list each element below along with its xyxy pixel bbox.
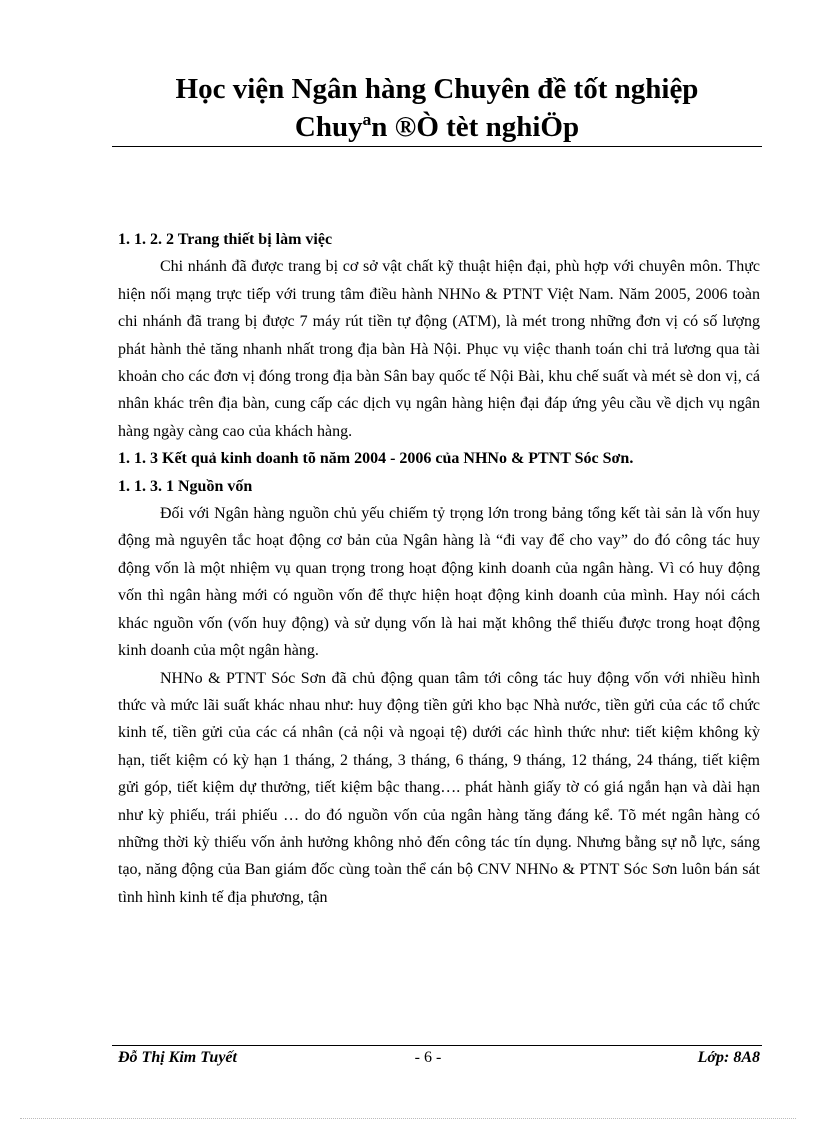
section-heading-capital: 1. 1. 3. 1 Nguồn vốn — [118, 477, 253, 495]
paragraph-equipment: Chi nhánh đã được trang bị cơ sở vật chất kỹ thuật hiện đại, phù hợp với chuyên môn. Thực hiện nối mạng trực tiếp với trung tâm điều hành NHNo & PTNT Việt Nam. Năm 2005, 2006 toàn chi nhánh đã trang bị được 7 máy rút tiền tự động (ATM), là mét trong những đơn vị có số lượng phát hành thẻ tăng nhanh nhất trong địa bàn Hà Nội. Phục vụ việc thanh toán chi trả lương qua tài khoản cho các đơn vị đóng trong địa bàn Sân bay quốc tế Nội Bài, khu chế suất và mét sè don vị, cá nhân khác trên địa bàn, cung cấp các dịch vụ ngân hàng hiện đại đáp ứng yêu cầu về dịch vụ ngân hàng ngày càng cao của khách hàng. — [118, 258, 760, 440]
document-body — [118, 226, 760, 911]
footer-class: Lớp: 8A8 — [697, 1049, 760, 1066]
page-edge — [20, 1118, 796, 1119]
header-title: Học viện Ngân hàng Chuyên đề tốt nghiệp — [175, 73, 699, 105]
page-header — [112, 70, 762, 146]
header-divider — [112, 146, 762, 147]
page-number: - 6 - — [414, 1049, 442, 1066]
footer-author: Đỗ Thị Kim Tuyết — [118, 1049, 237, 1066]
page-footer — [118, 1049, 760, 1071]
footer-divider — [112, 1045, 762, 1046]
section-heading-equipment: 1. 1. 2. 2 Trang thiết bị làm việc — [118, 231, 333, 248]
header-subtitle: Chuyªn ®Ò tèt nghiÖp — [294, 111, 580, 143]
paragraph-capital-mobilization: NHNo & PTNT Sóc Sơn đã chủ động quan tâm tới công tác huy động vốn với nhiều hình thức và mức lãi suất khác nhau như: huy động tiền gửi kho bạc Nhà nước, tiền gửi của các tổ chức kinh tế, tiền gửi của các cá nhân (cả nội và ngoại tệ) dưới các hình thức như: tiết kiệm không kỳ hạn, tiết kiệm có kỳ hạn 1 tháng, 2 tháng, 3 tháng, 6 tháng, 9 tháng, 12 tháng, 24 tháng, tiết kiệm gửi góp, tiết kiệm dự thưởng, tiết kiệm bậc thang…. phát hành giấy tờ có giá ngắn hạn và dài hạn như kỳ phiếu, trái phiếu … do đó nguồn vốn của ngân hàng tăng đáng kể. Tõ mét ngân hàng có những thời kỳ thiếu vốn ảnh hưởng không nhỏ đến công tác tín dụng. Nhưng bằng sự nỗ lực, sáng tạo, năng động của Ban giám đốc cùng toàn thể cán bộ CNV NHNo & PTNT Sóc Sơn luôn bán sát tình hình kinh tế địa phương, tận — [118, 669, 760, 906]
paragraph-capital-intro: Đối với Ngân hàng nguồn chủ yếu chiếm tỷ trọng lớn trong bảng tổng kết tài sản là vốn huy động mà nguyên tắc hoạt động cơ bản của Ngân hàng là “đi vay để cho vay” do đó công tác huy động vốn là một nhiệm vụ quan trọng trong hoạt động kinh doanh của ngân hàng. Vì có huy động vốn thì ngân hàng mới có nguồn vốn để thực hiện hoạt động kinh doanh của mình. Hay nói cách khác nguồn vốn (vốn huy động) và sử dụng vốn là hai mặt không thể thiếu được trong hoạt động kinh doanh của một ngân hàng. — [118, 505, 760, 660]
section-heading-results: 1. 1. 3 Kết quả kinh doanh tõ năm 2004 - 2006 của NHNo & PTNT Sóc Sơn. — [118, 450, 634, 468]
